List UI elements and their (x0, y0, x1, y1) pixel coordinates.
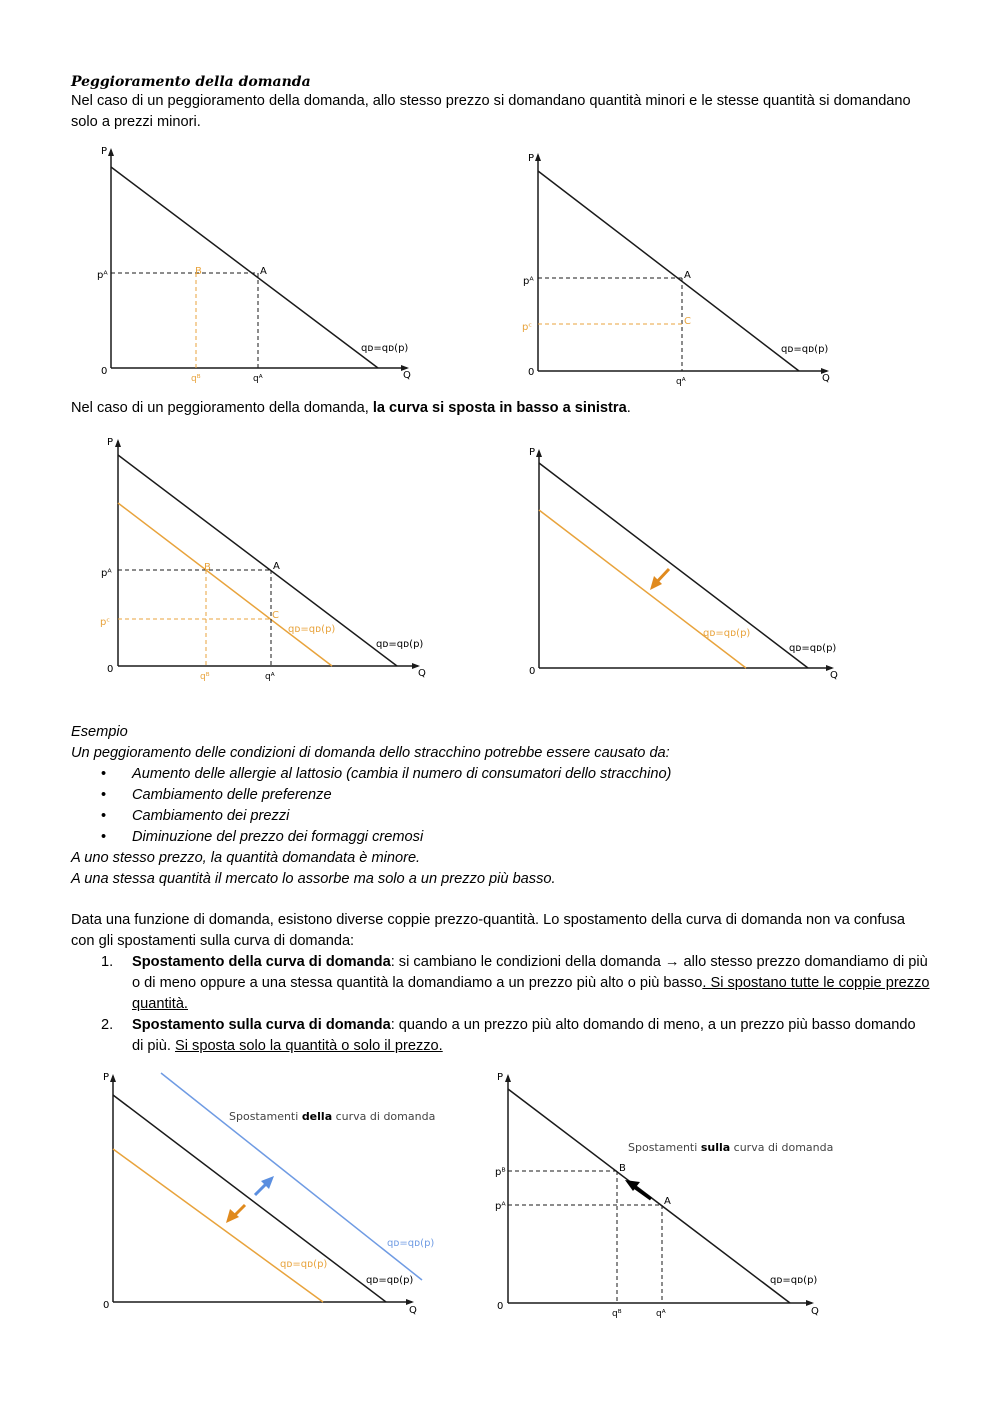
list-item (71, 952, 931, 1015)
demand-curve-shifted (118, 503, 332, 666)
graph-demand-points-a-c (522, 150, 842, 390)
curve-label: qᴅ=qᴅ(p) (361, 343, 409, 354)
pc-label: pᶜ (100, 617, 111, 628)
list-item (71, 1015, 931, 1057)
p-axis-arrow (115, 439, 121, 447)
pa-label: pᴬ (101, 568, 112, 579)
p-axis-label: P (107, 437, 114, 448)
list-item (71, 764, 931, 785)
p-axis-arrow (535, 153, 541, 161)
shifts-of-prefix: Spostamenti (229, 1110, 302, 1123)
example-line-2: A una stessa quantità il mercato lo assorbe ma solo a un prezzo più basso. (71, 871, 556, 887)
list-item-bold: Spostamento sulla curva di domanda (132, 1017, 391, 1033)
qa-label: qᴬ (676, 377, 686, 387)
shifts-of-bold: della (301, 1110, 333, 1123)
point-b-label: B (204, 562, 211, 573)
origin-label: 0 (497, 1301, 504, 1312)
curve-label: qᴅ=qᴅ(p) (789, 643, 837, 654)
example-bullet-list (71, 764, 931, 848)
origin-label: 0 (529, 666, 536, 677)
pa-label: pᴬ (523, 276, 534, 287)
origin-label: 0 (101, 366, 108, 377)
example-title: Esempio (71, 724, 128, 740)
qa-label: qᴬ (656, 1309, 666, 1319)
q-axis-label: Q (403, 370, 411, 381)
q-axis-label: Q (811, 1306, 819, 1317)
list-item-text: : quando a un prezzo più alto domando di meno, a un prezzo più basso domando di più. (132, 1017, 916, 1054)
bullet-text: Aumento delle allergie al lattosio (cambia il numero di consumatori dello stracchino) (132, 766, 672, 782)
list-item (71, 827, 931, 848)
point-b-label: B (195, 266, 202, 277)
intro-paragraph: Nel caso di un peggioramento della domanda, allo stesso prezzo si domandano quantità minori e le stesse quantità si domandano solo a prezzi minori. (71, 93, 911, 130)
bullet-icon: • (101, 787, 107, 803)
shift-types-list (71, 952, 931, 1057)
graph-demand-shift-arrow (525, 445, 845, 685)
p-axis-label: P (529, 447, 536, 458)
curve-label: qᴅ=qᴅ(p) (781, 344, 829, 355)
demand-curve (111, 167, 378, 368)
p-axis-arrow (110, 1074, 116, 1082)
qb-label: qᴮ (200, 672, 210, 682)
shifted-curve-label: qᴅ=qᴅ(p) (288, 624, 336, 635)
demand-curve-increased (161, 1073, 422, 1280)
point-a-label: A (260, 266, 267, 277)
demand-curve-original (113, 1095, 386, 1302)
graph-demand-points-a-b (95, 145, 425, 390)
list-item (71, 785, 931, 806)
section-heading: Peggioramento della domanda (71, 74, 311, 90)
p-axis-label: P (497, 1072, 504, 1083)
point-b-label: B (619, 1163, 626, 1174)
p-axis-arrow (108, 148, 114, 156)
qa-label: qᴬ (265, 672, 275, 682)
bullet-text: Diminuzione del prezzo dei formaggi cremosi (132, 829, 424, 845)
graph-shifts-along-curve (495, 1068, 845, 1323)
origin-label: 0 (107, 664, 114, 675)
list-number: 2. (101, 1017, 114, 1033)
list-item-text: : si cambiano le condizioni della domanda → allo stesso prezzo domandiamo di più o di meno oppure a una stessa quantità la domandiamo a un prezzo più alto o più basso (132, 954, 928, 991)
p-axis-label: P (528, 153, 535, 164)
pairs-paragraph: Data una funzione di domanda, esistono diverse coppie prezzo-quantità. Lo spostamento della curva di domanda non va confusa con gli spostamenti sulla curva di domanda: (71, 912, 906, 949)
origin-label: 0 (528, 367, 535, 378)
pa-label: pᴬ (495, 1201, 506, 1212)
qa-label: qᴬ (253, 374, 263, 384)
bullet-text: Cambiamento dei prezzi (132, 808, 290, 824)
shifted-curve-label: qᴅ=qᴅ(p) (703, 628, 751, 639)
point-c-label: C (272, 610, 279, 621)
bullet-text: Cambiamento delle preferenze (132, 787, 332, 803)
qb-label: qᴮ (612, 1309, 622, 1319)
shifts-on-prefix: Spostamenti (628, 1141, 701, 1154)
pb-label: pᴮ (495, 1167, 506, 1178)
q-axis-label: Q (830, 670, 838, 681)
pa-label: pᴬ (97, 270, 108, 281)
point-c-label: C (684, 316, 691, 327)
list-item-bold: Spostamento della curva di domanda (132, 954, 391, 970)
list-number: 1. (101, 954, 114, 970)
demand-curve-original (118, 455, 397, 666)
curve-label: qᴅ=qᴅ(p) (366, 1275, 414, 1286)
p-axis-label: P (103, 1072, 110, 1083)
p-axis-label: P (101, 146, 108, 157)
demand-curve-original (539, 463, 808, 668)
q-axis-label: Q (822, 373, 830, 384)
shifts-of-suffix: curva di domanda (332, 1110, 436, 1123)
shift-sentence-text: Nel caso di un peggioramento della domanda, (71, 400, 373, 416)
q-axis-label: Q (409, 1305, 417, 1316)
point-a-label: A (273, 561, 280, 572)
graph-demand-shift-points (100, 435, 435, 685)
demand-curve (538, 171, 799, 371)
increased-curve-label: qᴅ=qᴅ(p) (387, 1238, 435, 1249)
point-a-label: A (684, 270, 691, 281)
shifts-on-bold: sulla (700, 1141, 731, 1154)
example-lead: Un peggioramento delle condizioni di domanda dello stracchino potrebbe essere causato da: (71, 745, 670, 761)
movement-arrow-shaft (633, 1186, 651, 1199)
decreased-curve-label: qᴅ=qᴅ(p) (280, 1259, 328, 1270)
origin-label: 0 (103, 1300, 110, 1311)
list-item (71, 806, 931, 827)
graph-shifts-of-curve (100, 1068, 445, 1318)
pc-label: pᶜ (522, 322, 533, 333)
shift-sentence-end: . (626, 400, 631, 416)
bullet-icon: • (101, 766, 107, 782)
curve-label: qᴅ=qᴅ(p) (770, 1275, 818, 1286)
shifts-along-curve-title (628, 1141, 833, 1154)
qb-label: qᴮ (191, 374, 201, 384)
bullet-icon: • (101, 829, 107, 845)
p-axis-arrow (536, 449, 542, 457)
example-line-1: A uno stesso prezzo, la quantità domandata è minore. (71, 850, 421, 866)
shift-sentence (71, 398, 931, 419)
bullet-icon: • (101, 808, 107, 824)
q-axis-label: Q (418, 668, 426, 679)
list-item-underline: Si sposta solo la quantità o solo il prezzo. (175, 1038, 443, 1054)
shifts-on-suffix: curva di domanda (730, 1141, 834, 1154)
p-axis-arrow (505, 1074, 511, 1082)
curve-label: qᴅ=qᴅ(p) (376, 639, 424, 650)
demand-curve-shifted (539, 510, 746, 668)
shifts-of-curve-title (229, 1110, 435, 1123)
shift-sentence-bold: la curva si sposta in basso a sinistra (372, 400, 627, 416)
point-a-label: A (664, 1196, 671, 1207)
demand-curve-decreased (113, 1149, 323, 1302)
list-item-underline: . Si spostano tutte le coppie prezzo quantità. (132, 975, 930, 1012)
